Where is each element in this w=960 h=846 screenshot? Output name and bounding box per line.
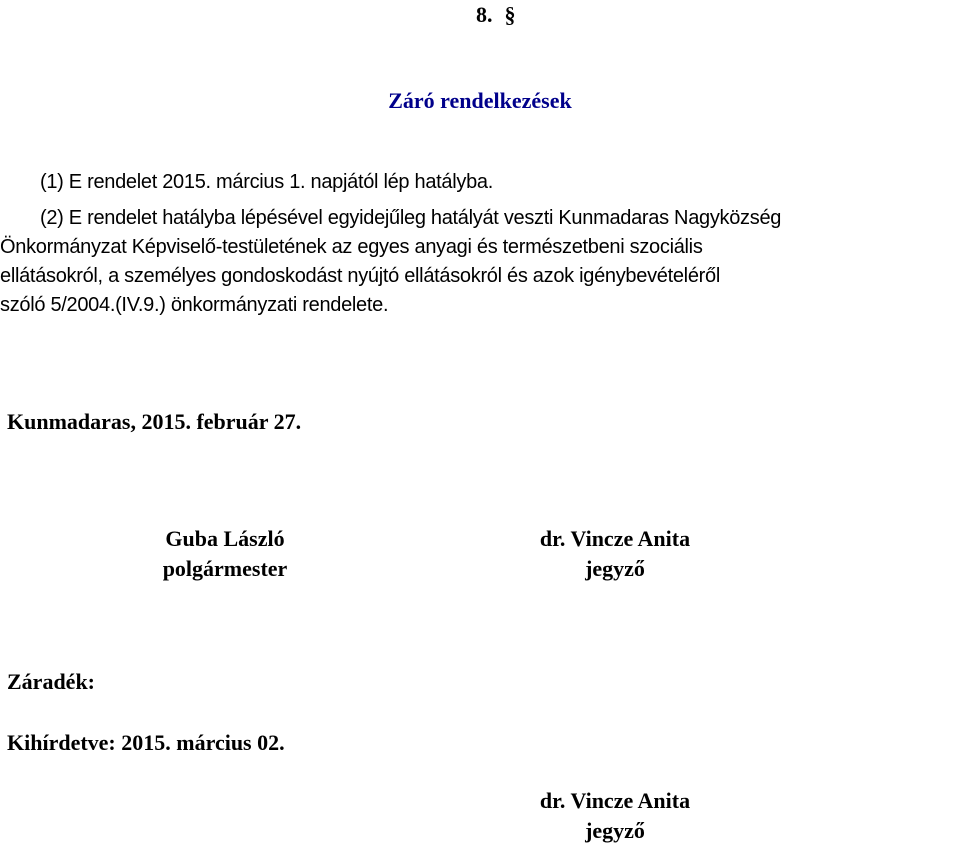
signer-name: dr. Vincze Anita (539, 526, 691, 551)
signature-block-notary (520, 524, 710, 584)
page-title: Záró rendelkezések (388, 88, 572, 113)
signer-name: dr. Vincze Anita (539, 788, 691, 813)
signer-role: polgármester (162, 556, 288, 581)
section-number: 8. (476, 2, 493, 27)
section-symbol: § (504, 2, 516, 27)
paragraph-2-line-2: Önkormányzat Képviselő-testületének az egyes anyagi és természetbeni szociális (0, 236, 703, 258)
section-heading (476, 2, 516, 28)
publication-date: Kihírdetve: 2015. március 02. (7, 730, 285, 755)
paragraph-2-line-1: (2) E rendelet hatályba lépésével egyidejűleg hatályát veszti Kunmadaras Nagyközség (40, 207, 782, 229)
signer-name: Guba László (165, 526, 285, 551)
signer-role: jegyző (585, 818, 645, 843)
place-date: Kunmadaras, 2015. február 27. (7, 409, 302, 434)
paragraph-2-line-3: ellátásokról, a személyes gondoskodást nyújtó ellátásokról és azok igénybevételéről (0, 265, 720, 287)
clause-heading: Záradék: (7, 669, 95, 694)
signer-role: jegyző (585, 556, 645, 581)
signature-block-mayor (150, 524, 300, 584)
paragraph-2-line-4: szóló 5/2004.(IV.9.) önkormányzati rendelete. (0, 294, 389, 316)
signature-block-clause (520, 786, 710, 846)
paragraph-2 (0, 204, 960, 320)
paragraph-1: (1) E rendelet 2015. március 1. napjától lép hatályba. (40, 171, 493, 193)
